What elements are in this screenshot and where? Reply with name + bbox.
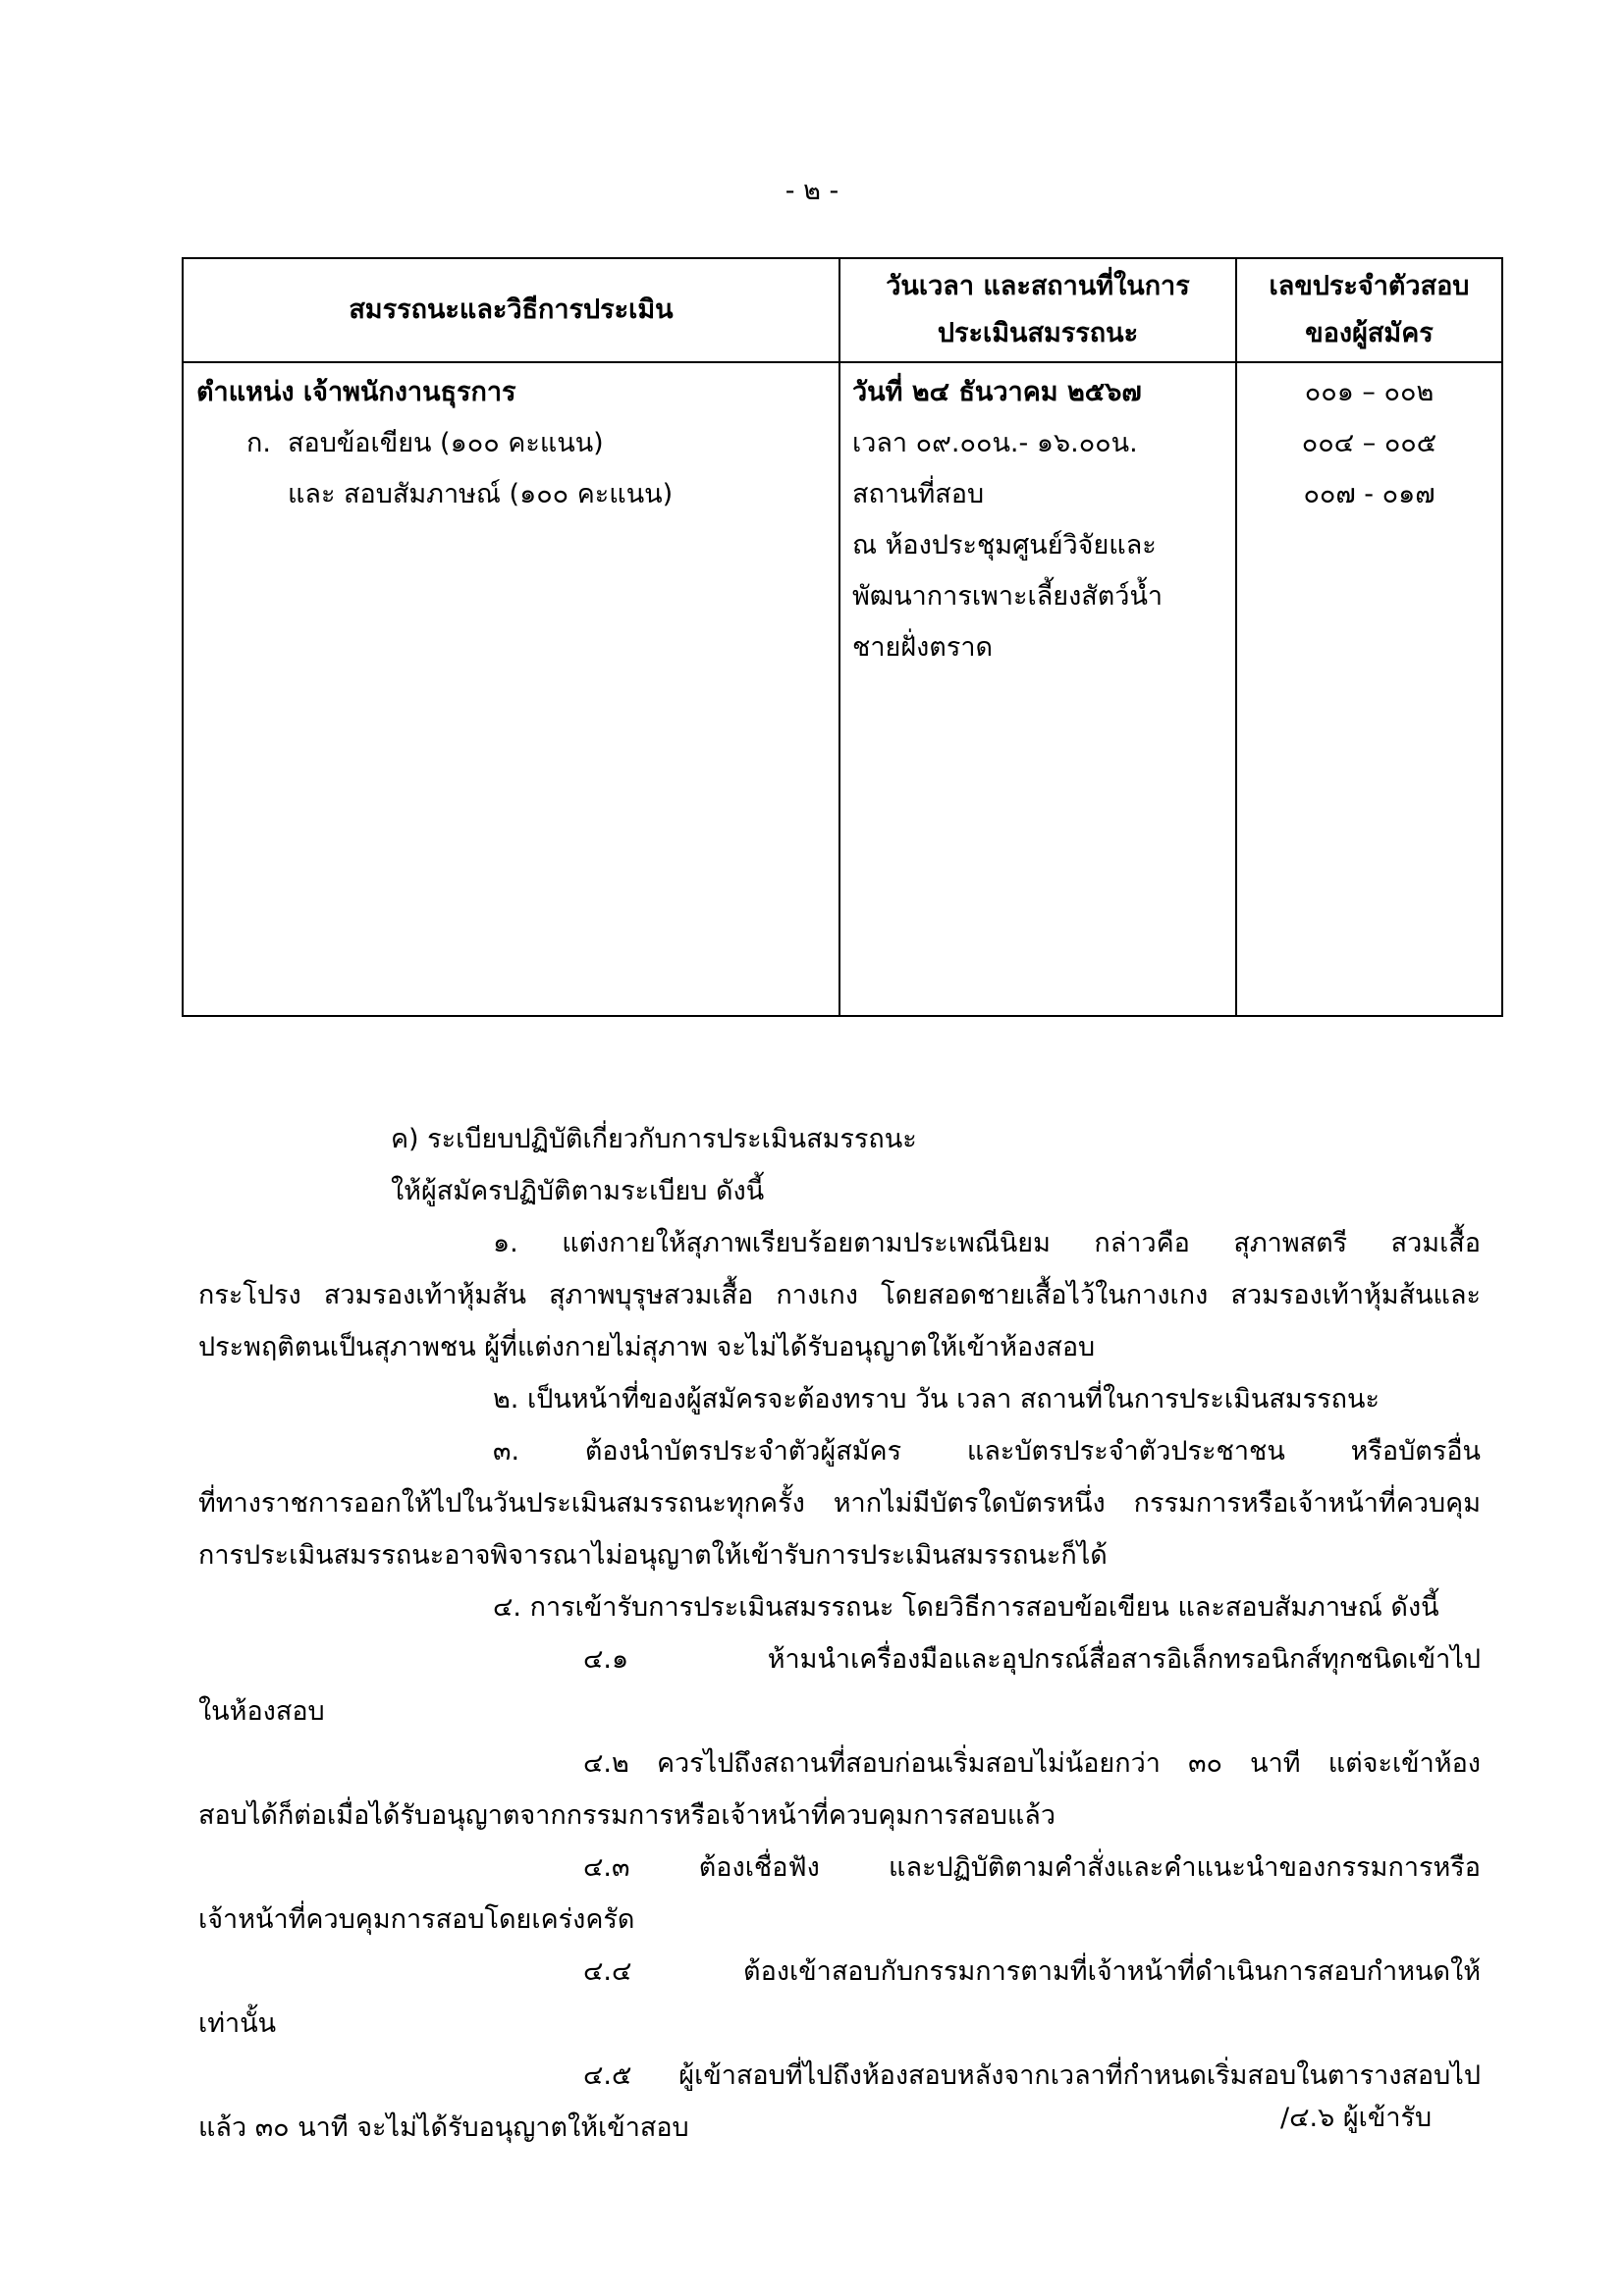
- header-applicant-id: [1236, 258, 1502, 362]
- venue-label: สถานที่สอบ: [852, 479, 985, 509]
- table-header-row: [183, 258, 1502, 362]
- header-applicant-id-line2: ของผู้สมัคร: [1305, 318, 1434, 348]
- rule-3-line-1: ๓. ต้องนำบัตรประจำตัวผู้สมัคร และบัตรประจำตัวประชาชน หรือบัตรอื่น: [493, 1436, 1481, 1467]
- applicant-id-range-3: ๐๐๗ - ๐๑๗: [1303, 479, 1435, 509]
- continuation-note: /๔.๖ ผู้เข้ารับ: [1280, 2103, 1433, 2133]
- cell-competency-method: [183, 362, 839, 1016]
- rules-subheading: ให้ผู้สมัครปฏิบัติตามระเบียบ ดังนี้: [391, 1176, 765, 1206]
- applicant-id-range-1: ๐๐๑ – ๐๐๒: [1304, 377, 1435, 407]
- rule-4-1-line-1: ๔.๑ ห้ามนำเครื่องมือและอุปกรณ์สื่อสารอิเล็กทรอนิกส์ทุกชนิดเข้าไป: [583, 1644, 1481, 1675]
- rule-4-2-line-2: สอบได้ก็ต่อเมื่อได้รับอนุญาตจากกรรมการหรือเจ้าหน้าที่ควบคุมการสอบแล้ว: [198, 1800, 1056, 1831]
- venue-line-2: พัฒนาการเพาะเลี้ยงสัตว์น้ำ: [852, 581, 1164, 612]
- assessment-item-text: สอบข้อเขียน (๑๐๐ คะแนน): [288, 428, 604, 458]
- rule-2: ๒. เป็นหน้าที่ของผู้สมัครจะต้องทราบ วัน เวลา สถานที่ในการประเมินสมรรถนะ: [493, 1384, 1380, 1415]
- rule-4-3-line-2: เจ้าหน้าที่ควบคุมการสอบโดยเคร่งครัด: [198, 1904, 635, 1935]
- cell-date-venue: [839, 362, 1236, 1016]
- rule-1-line-3: ประพฤติตนเป็นสุภาพชน ผู้ที่แต่งกายไม่สุภาพ จะไม่ได้รับอนุญาตให้เข้าห้องสอบ: [198, 1332, 1096, 1362]
- rules-section: [198, 1113, 1481, 2154]
- assessment-date: วันที่ ๒๔ ธันวาคม ๒๕๖๗: [852, 377, 1142, 407]
- position-title: ตำแหน่ง เจ้าพนักงานธุรการ: [196, 377, 516, 407]
- header-applicant-id-line1: เลขประจำตัวสอบ: [1269, 271, 1470, 301]
- rule-4-2-line-1: ๔.๒ ควรไปถึงสถานที่สอบก่อนเริ่มสอบไม่น้อยกว่า ๓๐ นาที แต่จะเข้าห้อง: [583, 1748, 1481, 1779]
- header-date-venue-line2: ประเมินสมรรถนะ: [937, 318, 1139, 348]
- rule-4-4-line-2: เท่านั้น: [198, 2008, 277, 2039]
- rule-4-4-line-1: ๔.๔ ต้องเข้าสอบกับกรรมการตามที่เจ้าหน้าที่ดำเนินการสอบกำหนดให้: [583, 1956, 1481, 1987]
- rule-3-line-3: การประเมินสมรรถนะอาจพิจารณาไม่อนุญาตให้เข้ารับการประเมินสมรรถนะก็ได้: [198, 1540, 1108, 1571]
- assessment-schedule-table: [182, 257, 1503, 1017]
- rules-heading: ค) ระเบียบปฏิบัติเกี่ยวกับการประเมินสมรรถนะ: [391, 1124, 917, 1154]
- rule-3-line-2: ที่ทางราชการออกให้ไปในวันประเมินสมรรถนะทุกครั้ง หากไม่มีบัตรใดบัตรหนึ่ง กรรมการหรือเจ้าหน้าที่ควบคุม: [198, 1488, 1481, 1519]
- venue-line-1: ณ ห้องประชุมศูนย์วิจัยและ: [852, 530, 1157, 561]
- rule-1-line-2: กระโปรง สวมรองเท้าหุ้มส้น สุภาพบุรุษสวมเสื้อ กางเกง โดยสอดชายเสื้อไว้ในกางเกง สวมรองเท้าหุ้มส้นและ: [198, 1280, 1481, 1310]
- assessment-item-continued: และ สอบสัมภาษณ์ (๑๐๐ คะแนน): [288, 479, 674, 509]
- rule-1-line-1: ๑. แต่งกายให้สุภาพเรียบร้อยตามประเพณีนิยม กล่าวคือ สุภาพสตรี สวมเสื้อ: [493, 1228, 1481, 1258]
- header-competency-method-label: สมรรถนะและวิธีการประเมิน: [349, 294, 674, 325]
- cell-applicant-ids: [1236, 362, 1502, 1016]
- rule-4-5-line-1: ๔.๕ ผู้เข้าสอบที่ไปถึงห้องสอบหลังจากเวลาที่กำหนดเริ่มสอบในตารางสอบไป: [583, 2060, 1481, 2091]
- assessment-time: เวลา ๐๙.๐๐น.- ๑๖.๐๐น.: [852, 428, 1138, 458]
- rule-4-3-line-1: ๔.๓ ต้องเชื่อฟัง และปฏิบัติตามคำสั่งและคำแนะนำของกรรมการหรือ: [583, 1852, 1481, 1883]
- table-row: [183, 362, 1502, 1016]
- applicant-id-range-2: ๐๐๔ – ๐๐๕: [1301, 428, 1437, 458]
- venue-line-3: ชายฝั่งตราด: [852, 632, 994, 663]
- rule-4-1-line-2: ในห้องสอบ: [198, 1696, 325, 1727]
- header-competency-method: [183, 258, 839, 362]
- assessment-item: [184, 418, 839, 469]
- rule-4: ๔. การเข้ารับการประเมินสมรรถนะ โดยวิธีการสอบข้อเขียน และสอบสัมภาษณ์ ดังนี้: [493, 1592, 1439, 1623]
- page-number: - ๒ -: [785, 176, 839, 206]
- header-date-venue: [839, 258, 1236, 362]
- rule-4-5-line-2: แล้ว ๓๐ นาที จะไม่ได้รับอนุญาตให้เข้าสอบ: [198, 2112, 689, 2143]
- assessment-item-label: ก.: [246, 428, 271, 458]
- header-date-venue-line1: วันเวลา และสถานที่ในการ: [886, 271, 1190, 301]
